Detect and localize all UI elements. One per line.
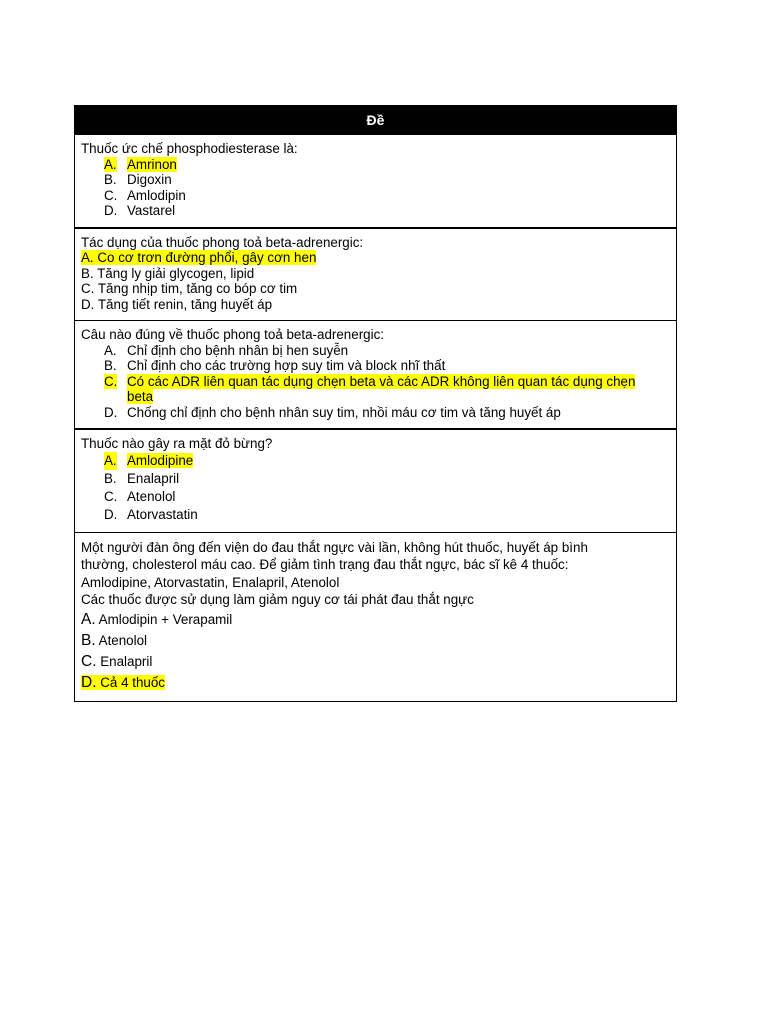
question-4-stem: Thuốc nào gây ra mặt đỏ bừng?	[81, 436, 273, 451]
answer-highlight: Có các ADR liên quan tác dụng chẹn beta và các ADR không liên quan tác dụng chẹn	[127, 373, 636, 389]
question-5	[75, 532, 676, 701]
question-1-option-c[interactable]: C. Amlodipin	[104, 187, 186, 203]
question-3-option-b[interactable]: B. Chỉ định cho các trường hợp suy tim và block nhĩ thất	[104, 358, 446, 373]
answer-highlight-continued: beta	[127, 389, 154, 404]
question-5-stem-line-1: Một người đàn ông đến viện do đau thắt ngực vài lần, không hút thuốc, huyết áp bình	[81, 539, 588, 555]
question-4	[75, 428, 676, 532]
question-5-stem-line-4: Các thuốc được sử dụng làm giảm nguy cơ tái phát đau thắt ngực	[81, 592, 474, 607]
question-2-option-d[interactable]: D. Tăng tiết renin, tăng huyết áp	[81, 296, 273, 312]
question-5-option-d[interactable]: D. Cả 4 thuốc	[81, 673, 165, 691]
question-2-option-b[interactable]: B. Tăng ly giải glycogen, lipid	[81, 265, 255, 281]
question-2-stem: Tác dụng của thuốc phong toả beta-adrenergic:	[81, 234, 364, 250]
question-4-option-d[interactable]: D. Atorvastatin	[104, 506, 198, 522]
question-4-option-b[interactable]: B. Enalapril	[104, 470, 180, 486]
question-2	[75, 227, 676, 321]
answer-highlight: Amrinon	[127, 156, 177, 172]
answer-highlight: Amlodipine	[127, 452, 194, 468]
answer-highlight: Cả 4 thuốc	[100, 674, 165, 690]
question-1	[75, 135, 676, 227]
question-5-option-c[interactable]: C. Enalapril	[81, 652, 153, 670]
question-3-option-d[interactable]: D. Chống chỉ định cho bệnh nhân suy tim, nhồi máu cơ tim và tăng huyết áp	[104, 404, 561, 420]
question-5-option-b[interactable]: B. Atenolol	[81, 631, 148, 649]
question-2-option-a[interactable]	[81, 250, 670, 266]
question-1-stem: Thuốc ức chế phosphodiesterase là:	[81, 141, 298, 156]
question-3-option-a[interactable]: A. Chỉ định cho bệnh nhân bị hen suyễn	[104, 342, 349, 358]
question-3-stem: Câu nào đúng về thuốc phong toả beta-adrenergic:	[81, 327, 385, 342]
question-4-option-a[interactable]: A. Amlodipine	[104, 452, 194, 468]
sheet-header: Đề	[75, 106, 676, 135]
question-5-option-a[interactable]: A. Amlodipin + Verapamil	[81, 610, 233, 628]
question-3	[75, 320, 676, 428]
question-5-stem-line-3: Amlodipine, Atorvastatin, Enalapril, Atenolol	[81, 574, 340, 590]
answer-highlight: A. Co cơ trơn đường phổi, gây cơn hen	[81, 250, 317, 265]
question-2-option-c[interactable]: C. Tăng nhịp tim, tăng co bóp cơ tim	[81, 281, 298, 296]
question-1-option-b[interactable]: B. Digoxin	[104, 172, 172, 187]
exam-sheet	[74, 105, 677, 702]
question-1-option-d[interactable]: D. Vastarel	[104, 203, 176, 218]
question-1-option-a[interactable]: A. Amrinon	[104, 156, 177, 172]
question-4-option-c[interactable]: C. Atenolol	[104, 488, 176, 504]
question-5-stem-line-2: thường, cholesterol máu cao. Để giảm tình trạng đau thắt ngực, bác sĩ kê 4 thuốc:	[81, 557, 569, 572]
question-3-option-c[interactable]: C. Có các ADR liên quan tác dụng chẹn beta và các ADR không liên quan tác dụng chẹn beta	[104, 373, 636, 404]
